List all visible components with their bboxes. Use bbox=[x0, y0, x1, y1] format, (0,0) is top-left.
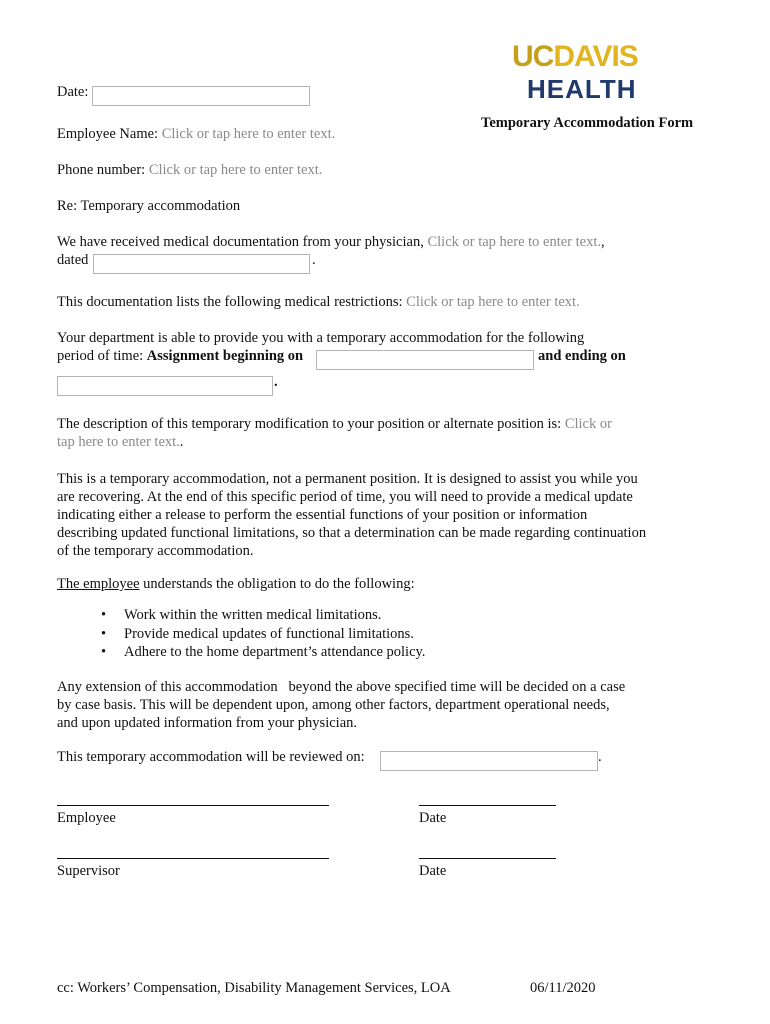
supervisor-date-label: Date bbox=[419, 863, 447, 879]
employee-name-field[interactable]: Click or tap here to enter text. bbox=[161, 126, 336, 142]
date-field[interactable] bbox=[92, 86, 310, 106]
received-comma: , bbox=[601, 234, 605, 250]
list-item bbox=[57, 606, 425, 625]
list-item bbox=[57, 643, 425, 662]
supervisor-date-line[interactable] bbox=[419, 858, 556, 859]
and-ending-label: and ending on bbox=[538, 348, 626, 364]
uc-davis-logo bbox=[512, 42, 638, 72]
restrictions-row bbox=[57, 294, 580, 311]
phone-row bbox=[57, 162, 322, 179]
description-text: The description of this temporary modification to your position or alternate position is: bbox=[57, 416, 562, 432]
supervisor-signature-line[interactable] bbox=[57, 858, 329, 859]
description-field-part1[interactable]: Click or bbox=[564, 416, 612, 432]
dated-period: . bbox=[312, 252, 316, 268]
list-item-text: Provide medical updates of functional limitations. bbox=[124, 625, 414, 642]
reviewed-period: . bbox=[598, 749, 602, 765]
logo-davis-text: DAVIS bbox=[553, 40, 638, 73]
supervisor-signature-label: Supervisor bbox=[57, 863, 120, 879]
employee-signature-label: Employee bbox=[57, 810, 116, 826]
period-label: period of time: bbox=[57, 348, 144, 364]
footer-cc: cc: Workers’ Compensation, Disability Management Services, LOA bbox=[57, 980, 451, 996]
bullet: • bbox=[101, 644, 107, 660]
employee-name-row bbox=[57, 126, 335, 143]
description-field-part2[interactable]: tap here to enter text. bbox=[57, 434, 180, 450]
phone-field[interactable]: Click or tap here to enter text. bbox=[148, 162, 323, 178]
extension-paragraph: Any extension of this accommodation beyond the above specified time will be decided on a case by case basis. This will be dependent upon, among other factors, department operational needs, and upon updated information from your physician. bbox=[57, 679, 629, 731]
employee-date-label: Date bbox=[419, 810, 447, 826]
received-text: We have received medical documentation from your physician, bbox=[57, 234, 424, 250]
bullet: • bbox=[101, 607, 107, 623]
list-item-text: Adhere to the home department’s attendance policy. bbox=[124, 644, 426, 660]
logo-uc-text: UC bbox=[512, 40, 554, 73]
list-item-text: Work within the written medical limitations. bbox=[124, 607, 382, 623]
list-item bbox=[57, 625, 425, 644]
review-date-field[interactable] bbox=[380, 751, 598, 771]
bullet: • bbox=[101, 625, 107, 642]
ending-date-field[interactable] bbox=[57, 376, 273, 396]
restrictions-field[interactable]: Click or tap here to enter text. bbox=[406, 294, 580, 310]
phone-label: Phone number: bbox=[57, 162, 146, 178]
obligation-list bbox=[57, 606, 425, 662]
date-label: Date: bbox=[57, 84, 89, 100]
received-row bbox=[57, 234, 605, 251]
logo-health-text: HEALTH bbox=[527, 74, 637, 104]
description-row-2 bbox=[57, 434, 183, 451]
physician-field[interactable]: Click or tap here to enter text. bbox=[427, 234, 602, 250]
assignment-beginning-label: Assignment beginning on bbox=[146, 348, 304, 364]
description-row bbox=[57, 416, 612, 433]
employee-name-label: Employee Name: bbox=[57, 126, 159, 142]
temporary-paragraph: This is a temporary accommodation, not a permanent position. It is designed to assist you while you are recovering. At the end of this specific period of time, you will need to provide a medical update indicating either a release to perform the essential functions of your position or information describing updated functional limitations, so that a determination can be made regarding continuation of the temporary accommodation. bbox=[57, 471, 647, 559]
footer-date: 06/11/2020 bbox=[530, 980, 596, 996]
beginning-date-field[interactable] bbox=[316, 350, 534, 370]
dated-label: dated bbox=[57, 252, 89, 268]
restrictions-text: This documentation lists the following medical restrictions: bbox=[57, 294, 403, 310]
obligation-underlined: The employee bbox=[57, 576, 140, 592]
dept-text-line1: Your department is able to provide you with a temporary accommodation for the following bbox=[57, 330, 585, 346]
ending-period: . bbox=[274, 374, 278, 390]
dept-text-line2 bbox=[57, 348, 303, 365]
description-period: . bbox=[179, 434, 184, 450]
form-title: Temporary Accommodation Form bbox=[481, 115, 694, 131]
employee-date-line[interactable] bbox=[419, 805, 556, 806]
re-line: Re: Temporary accommodation bbox=[57, 198, 241, 214]
obligation-rest: understands the obligation to do the following: bbox=[143, 576, 415, 592]
obligation-line bbox=[57, 576, 415, 593]
reviewed-label: This temporary accommodation will be reviewed on: bbox=[57, 749, 365, 765]
employee-signature-line[interactable] bbox=[57, 805, 329, 806]
dated-field[interactable] bbox=[93, 254, 310, 274]
